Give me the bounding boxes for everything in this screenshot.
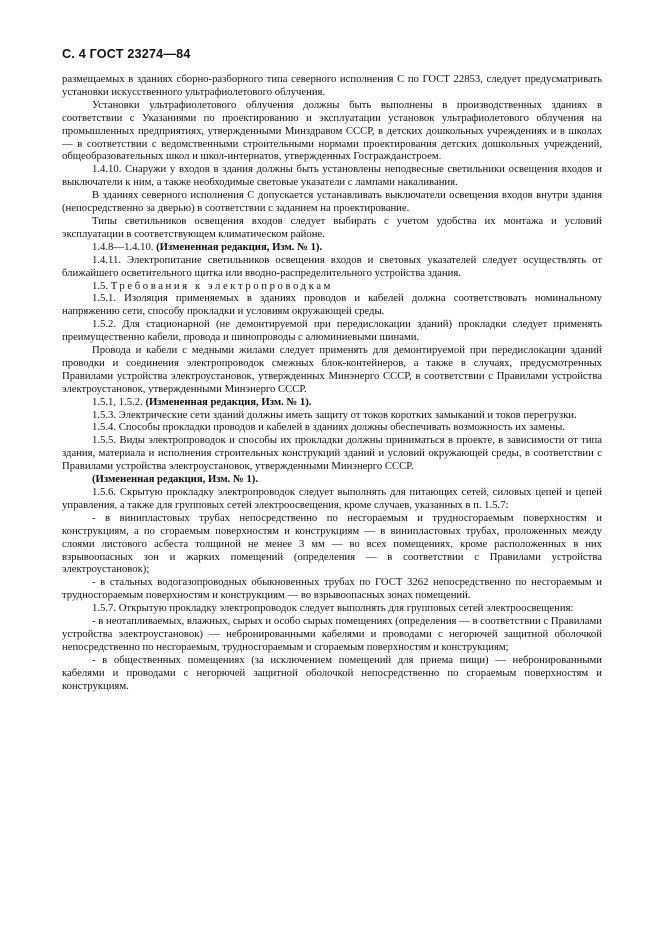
amendment-note: (Измененная редакция, Изм. № 1). bbox=[92, 473, 259, 486]
section-number: 1.5. bbox=[92, 279, 111, 292]
paragraph: В зданиях северного исполнения С допускается устанавливать выключатели освещения входов внутри здания (непосредственно за дверью) в соответствии с заданием на проектирование. bbox=[62, 189, 602, 215]
section-title: Требования к электропроводкам bbox=[110, 279, 334, 292]
amendment-note bbox=[62, 396, 602, 409]
paragraph: Провода и кабели с медными жилами следует применять для демонтируемой при передислокации зданий проводки и соединения электропроводок смежных блок-контейнеров, а также в случаях, предусмотренных Правилами устройства электроустановок, утвержденных Минэнерго СССР, в соответствии с Правилами устройства электроустановок, утвержденными Минэнерго СССР. bbox=[62, 344, 602, 395]
amendment-ref: 1.5.1, 1.5.2. bbox=[92, 395, 146, 408]
paragraph: Типы светильников освещения входов следует выбирать с учетом удобства их монтажа и условий эксплуатации в соответствующем климатическом районе. bbox=[62, 214, 602, 240]
page-header: С. 4 ГОСТ 23274—84 bbox=[62, 47, 191, 61]
clause-1-4-11: 1.4.11. Электропитание светильников освещения входов и световых указателей следует осуществлять от ближайшего осветительного щитка или вводно-распределительного устройства здания. bbox=[62, 253, 602, 279]
clause-1-5-6: 1.5.6. Скрытую прокладку электропроводок следует выполнять для питающих сетей, силовых цепей и цепей управления, а также для групповых сетей электроосвещения, кроме случаев, указанных в п. 1.5.7: bbox=[62, 486, 602, 511]
amendment-label: (Измененная редакция, Изм. № 1). bbox=[156, 240, 323, 253]
list-item: - в винипластовых трубах непосредственно по несгораемым и трудносгораемым поверхностям и конструкциям, а по сгораемым поверхностям и конструкциям — в винипластовых трубах, проложенных между слоями листового асбеста толщиной не менее 3 мм — во всех помещениях, кроме расположенных в них взрывоопасных зон и жарких помещений (определения — в соответствии с Правилами устройства электроустановок); bbox=[62, 511, 602, 576]
list-item: - в стальных водогазопроводных обыкновенных трубах по ГОСТ 3262 непосредственно по несгораемым и трудносгораемым поверхностям и конструкциям — во взрывоопасных зонах помещений. bbox=[62, 576, 602, 602]
clause-1-5-7: 1.5.7. Открытую прокладку электропроводок следует выполнять для групповых сетей электроосвещения: bbox=[92, 602, 574, 615]
amendment-ref: 1.4.8—1.4.10. bbox=[92, 240, 157, 253]
document-body bbox=[62, 73, 602, 693]
clause-1-5-2: 1.5.2. Для стационарной (не демонтируемой при передислокации зданий) прокладки следует применять преимущественно кабели, провода и шинопроводы с алюминиевыми шинами. bbox=[62, 318, 602, 344]
clause-1-5-3: 1.5.3. Электрические сети зданий должны иметь защиту от токов коротких замыканий и токов перегрузки. bbox=[92, 408, 577, 421]
list-item: - в неотапливаемых, влажных, сырых и особо сырых помещениях (определения — в соответствии с Правилами устройства электроустановок) — небронированными кабелями и проводами с негорючей защитной оболочкой непосредственно по несгораемым, трудносгораемым и сгораемым поверхностям и конструкциям; bbox=[62, 615, 602, 653]
clause-1-5-5: 1.5.5. Виды электропроводок и способы их прокладки должны приниматься в проекте, в зависимости от типа здания, материала и исполнения строительных конструкций зданий и условий окружающей среды, в соответствии с Правилами устройства электроустановок, утвержденными Минэнерго СССР. bbox=[62, 434, 602, 473]
list-item: - в общественных помещениях (за исключением помещений для приема пищи) — небронированными кабелями и проводами с негорючей защитной оболочкой непосредственно по сгораемым поверхностям и конструкциям. bbox=[62, 653, 602, 692]
paragraph: размещаемых в зданиях сборно-разборного типа северного исполнения С по ГОСТ 22853, следует предусматривать установки искусственного ультрафиолетового облучения. bbox=[62, 73, 602, 98]
amendment-label: (Измененная редакция, Изм. № 1). bbox=[145, 395, 312, 408]
amendment-note bbox=[62, 241, 602, 254]
clause-1-5-4: 1.5.4. Способы прокладки проводов и кабелей в зданиях должны обеспечивать возможность их замены. bbox=[92, 421, 566, 434]
clause-1-5-1: 1.5.1. Изоляция применяемых в зданиях проводов и кабелей должна соответствовать номинальному напряжению сети, способу прокладки и условиям окружающей среды. bbox=[62, 292, 602, 318]
paragraph: Установки ультрафиолетового облучения должны быть выполнены в производственных зданиях в соответствии с Указаниями по проектированию и эксплуатации установок ультрафиолетового облучения на промышленных предприятиях, утвержденными Минздравом СССР, в детских дошкольных учреждениях и в школах — в соответствии с ведомственными строительными нормами проектирования детских дошкольных учреждений, общеобразовательных школ и школ-интернатов, утвержденных Госгражданстроем. bbox=[62, 98, 602, 163]
section-heading-1-5 bbox=[62, 280, 602, 293]
clause-1-4-10: 1.4.10. Снаружи у входов в здания должны быть установлены неподвесные светильники освещения входов и выключатели к ним, а также необходимые световые указатели с лампами накаливания. bbox=[62, 163, 602, 189]
